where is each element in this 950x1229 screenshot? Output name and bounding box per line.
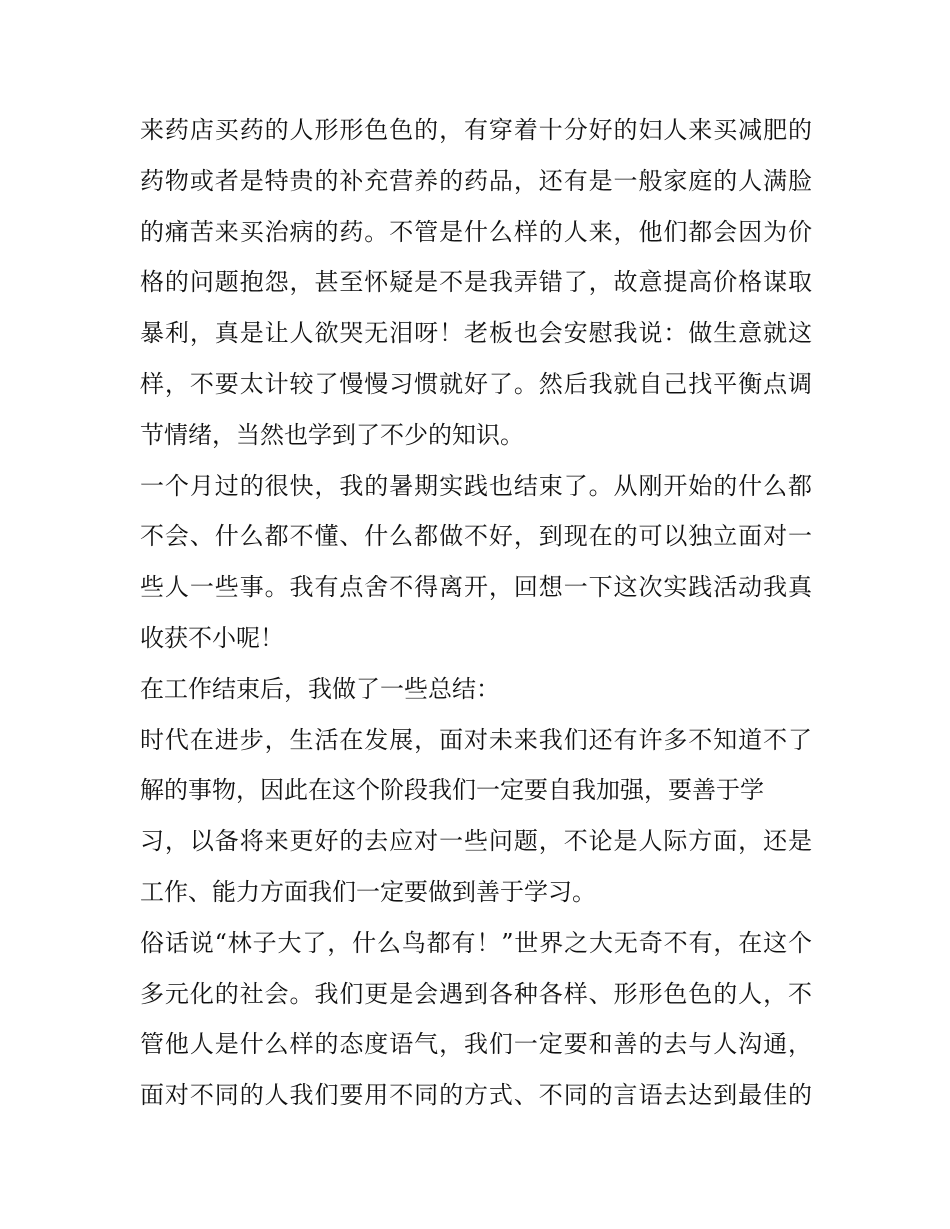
text-line: 样，不要太计较了慢慢习惯就好了。然后我就自己找平衡点调 xyxy=(140,369,812,398)
text-line: 的痛苦来买治病的药。不管是什么样的人来，他们都会因为价 xyxy=(140,217,812,246)
text-line: 不会、什么都不懂、什么都做不好，到现在的可以独立面对一 xyxy=(140,522,812,551)
text-line: 收获不小呢！ xyxy=(140,623,284,652)
text-line: 习，以备将来更好的去应对一些问题，不论是人际方面，还是 xyxy=(140,827,812,856)
document-body xyxy=(140,105,812,1121)
text-line: 多元化的社会。我们更是会遇到各种各样、形形色色的人，不 xyxy=(140,979,812,1008)
text-line: 工作、能力方面我们一定要做到善于学习。 xyxy=(140,877,596,906)
text-line: 面对不同的人我们要用不同的方式、不同的言语去达到最佳的 xyxy=(140,1081,812,1110)
text-line: 来药店买药的人形形色色的，有穿着十分好的妇人来买减肥的 xyxy=(140,116,812,144)
text-line: 暴利，真是让人欲哭无泪呀！老板也会安慰我说：做生意就这 xyxy=(140,319,812,348)
text-line: 药物或者是特贵的补充营养的药品，还有是一般家庭的人满脸 xyxy=(140,166,812,195)
text-line: 解的事物，因此在这个阶段我们一定要自我加强，要善于学 xyxy=(140,776,764,805)
text-line: 俗话说“林子大了，什么鸟都有！”世界之大无奇不有，在这个 xyxy=(140,928,812,957)
text-line: 时代在进步，生活在发展，面对未来我们还有许多不知道不了 xyxy=(140,725,812,754)
text-line: 格的问题抱怨，甚至怀疑是不是我弄错了，故意提高价格谋取 xyxy=(140,268,812,297)
text-line: 些人一些事。我有点舍不得离开，回想一下这次实践活动我真 xyxy=(140,573,812,602)
text-line: 节情绪，当然也学到了不少的知识。 xyxy=(140,420,524,449)
text-line: 在工作结束后，我做了一些总结： xyxy=(140,674,500,703)
text-line: 管他人是什么样的态度语气，我们一定要和善的去与人沟通， xyxy=(140,1030,812,1059)
text-line: 一个月过的很快，我的暑期实践也结束了。从刚开始的什么都 xyxy=(140,471,812,500)
